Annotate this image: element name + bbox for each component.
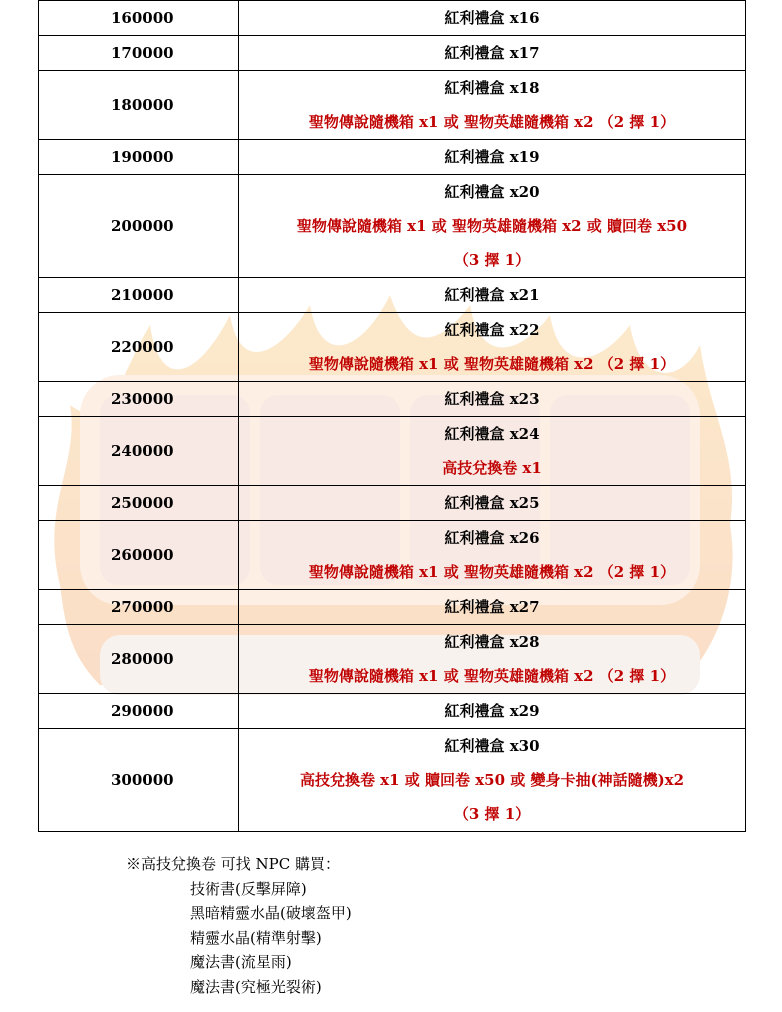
reward-text: 紅利禮盒 x25 bbox=[444, 494, 540, 512]
points-cell: 210000 bbox=[39, 278, 239, 313]
rewards-cell bbox=[239, 382, 746, 417]
reward-text: 紅利禮盒 x22 bbox=[444, 321, 540, 339]
reward-table bbox=[38, 0, 746, 832]
points-cell: 240000 bbox=[39, 417, 239, 486]
bonus-reward-text: （3 擇 1） bbox=[453, 251, 531, 269]
rewards-cell bbox=[239, 486, 746, 521]
points-cell: 300000 bbox=[39, 729, 239, 832]
npc-purchase-notes bbox=[126, 852, 352, 999]
notes-item: 魔法書(流星雨) bbox=[190, 953, 292, 971]
bonus-reward-text: 高技兌換卷 x1 bbox=[442, 459, 542, 477]
rewards-cell bbox=[239, 590, 746, 625]
table-row bbox=[39, 36, 746, 71]
reward-text: 紅利禮盒 x29 bbox=[444, 702, 540, 720]
points-cell: 250000 bbox=[39, 486, 239, 521]
rewards-cell bbox=[239, 140, 746, 175]
rewards-cell bbox=[239, 694, 746, 729]
points-cell: 270000 bbox=[39, 590, 239, 625]
reward-text: 紅利禮盒 x21 bbox=[444, 286, 540, 304]
table-row bbox=[39, 417, 746, 486]
reward-text: 紅利禮盒 x20 bbox=[444, 183, 540, 201]
rewards-cell bbox=[239, 625, 746, 694]
notes-item: 技術書(反擊屏障) bbox=[190, 879, 307, 898]
reward-text: 紅利禮盒 x24 bbox=[444, 425, 540, 443]
bonus-reward-text: 聖物傳說隨機箱 x1 或 聖物英雄隨機箱 x2 （2 擇 1） bbox=[308, 355, 676, 373]
points-cell: 160000 bbox=[39, 1, 239, 36]
points-cell: 280000 bbox=[39, 625, 239, 694]
rewards-cell bbox=[239, 175, 746, 278]
reward-text: 紅利禮盒 x23 bbox=[444, 390, 540, 408]
rewards-cell bbox=[239, 278, 746, 313]
rewards-cell bbox=[239, 313, 746, 382]
table-row bbox=[39, 694, 746, 729]
points-cell: 190000 bbox=[39, 140, 239, 175]
rewards-cell bbox=[239, 71, 746, 140]
table-row bbox=[39, 625, 746, 694]
reward-text: 紅利禮盒 x28 bbox=[444, 633, 540, 651]
points-cell: 230000 bbox=[39, 382, 239, 417]
points-cell: 260000 bbox=[39, 521, 239, 590]
table-row bbox=[39, 140, 746, 175]
bonus-reward-text: 聖物傳說隨機箱 x1 或 聖物英雄隨機箱 x2 （2 擇 1） bbox=[308, 667, 676, 685]
points-cell: 180000 bbox=[39, 71, 239, 140]
bonus-reward-text: （3 擇 1） bbox=[453, 805, 531, 823]
table-row bbox=[39, 278, 746, 313]
table-row bbox=[39, 590, 746, 625]
table-row bbox=[39, 175, 746, 278]
points-cell: 220000 bbox=[39, 313, 239, 382]
reward-text: 紅利禮盒 x26 bbox=[444, 529, 540, 547]
table-row bbox=[39, 71, 746, 140]
rewards-cell bbox=[239, 417, 746, 486]
points-cell: 200000 bbox=[39, 175, 239, 278]
notes-item: 精靈水晶(精準射擊) bbox=[190, 928, 322, 947]
table-row bbox=[39, 729, 746, 832]
notes-item: 魔法書(究極光裂術) bbox=[190, 977, 322, 996]
points-cell: 170000 bbox=[39, 36, 239, 71]
bonus-reward-text: 高技兌換卷 x1 或 贖回卷 x50 或 變身卡抽(神話隨機)x2 bbox=[299, 771, 685, 789]
bonus-reward-text: 聖物傳說隨機箱 x1 或 聖物英雄隨機箱 x2 （2 擇 1） bbox=[308, 563, 676, 581]
notes-heading: ※高技兌換卷 可找 NPC 購買： bbox=[126, 855, 341, 873]
rewards-cell bbox=[239, 521, 746, 590]
bonus-reward-text: 聖物傳說隨機箱 x1 或 聖物英雄隨機箱 x2 或 贖回卷 x50 bbox=[296, 217, 688, 235]
rewards-cell bbox=[239, 36, 746, 71]
reward-text: 紅利禮盒 x27 bbox=[444, 598, 540, 616]
table-row bbox=[39, 1, 746, 36]
bonus-reward-text: 聖物傳說隨機箱 x1 或 聖物英雄隨機箱 x2 （2 擇 1） bbox=[308, 113, 676, 131]
notes-item: 黑暗精靈水晶(破壞盔甲) bbox=[190, 904, 352, 922]
rewards-cell bbox=[239, 1, 746, 36]
points-cell: 290000 bbox=[39, 694, 239, 729]
rewards-cell bbox=[239, 729, 746, 832]
reward-text: 紅利禮盒 x19 bbox=[444, 148, 540, 166]
reward-text: 紅利禮盒 x18 bbox=[444, 79, 540, 97]
reward-text: 紅利禮盒 x17 bbox=[444, 44, 540, 62]
table-row bbox=[39, 382, 746, 417]
table-row bbox=[39, 486, 746, 521]
reward-text: 紅利禮盒 x30 bbox=[444, 737, 540, 755]
reward-text: 紅利禮盒 x16 bbox=[444, 9, 540, 27]
table-row bbox=[39, 313, 746, 382]
table-row bbox=[39, 521, 746, 590]
